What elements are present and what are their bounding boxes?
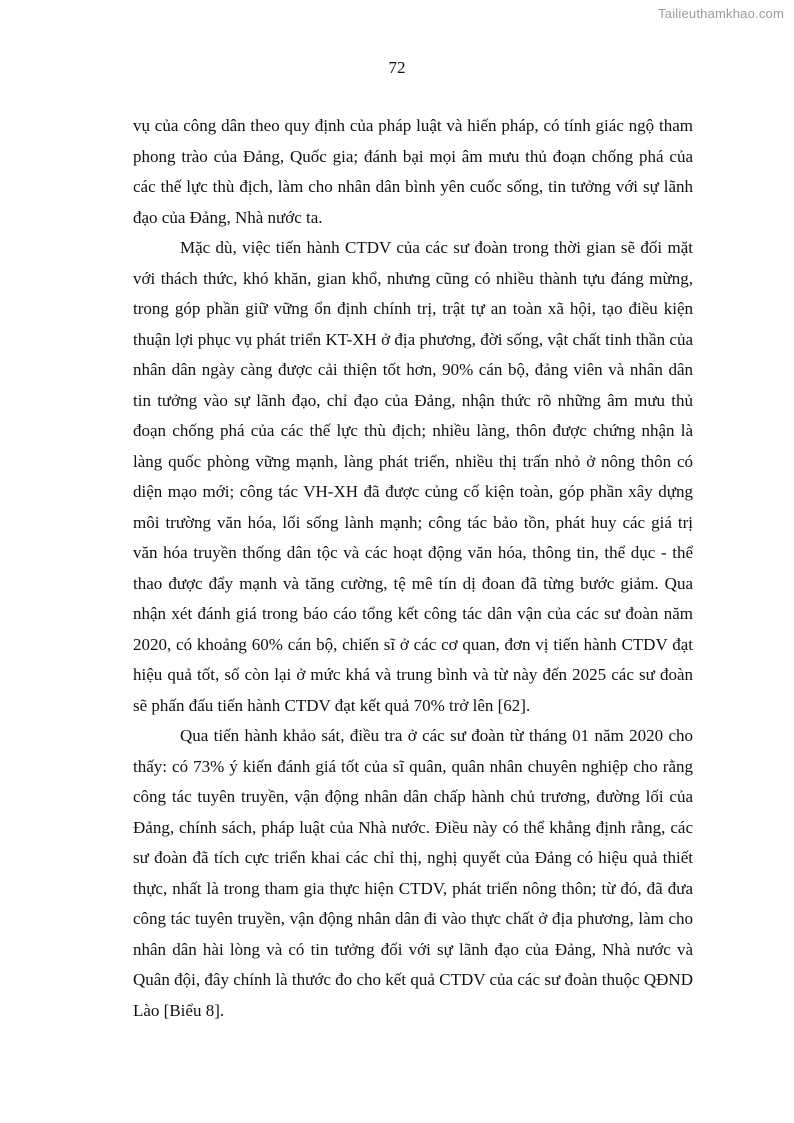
paragraph-survey: Qua tiến hành khảo sát, điều tra ở các sư đoàn từ tháng 01 năm 2020 cho thấy: có 73% ý kiến đánh giá tốt của sĩ quân, quân nhân chuyên nghiệp cho rằng công tác tuyên truyền, vận động nhân dân chấp hành chủ trương, đường lối của Đảng, chính sách, pháp luật của Nhà nước. Điều này có thể khẳng định rằng, các sư đoàn đã tích cực triển khai các chỉ thị, nghị quyết của Đảng có hiệu quả thiết thực, nhất là trong tham gia thực hiện CTDV, phát triển nông thôn; từ đó, đã đưa công tác tuyên truyền, vận động nhân dân đi vào thực chất ở địa phương, làm cho nhân dân hài lòng và có tin tưởng đối với sự lãnh đạo của Đảng, Nhà nước và Quân đội, đây chính là thước đo cho kết quả CTDV của các sư đoàn thuộc QĐND Lào [Biểu 8].: [133, 726, 693, 1020]
page-number: 72: [388, 58, 406, 77]
paragraph-continuation: vụ của công dân theo quy định của pháp luật và hiến pháp, có tính giác ngộ tham phong trào của Đảng, Quốc gia; đánh bại mọi âm mưu thủ đoạn chống phá của các thế lực thù địch, làm cho nhân dân bình yên cuốc sống, tin tưởng với sự lãnh đạo của Đảng, Nhà nước ta.: [133, 116, 693, 227]
watermark: Tailieuthamkhao.com: [658, 6, 784, 21]
paragraph-achievements: Mặc dù, việc tiến hành CTDV của các sư đoàn trong thời gian sẽ đối mặt với thách thức, khó khăn, gian khổ, nhưng cũng có nhiều thành tựu đáng mừng, trong góp phần giữ vững ổn định chính trị, trật tự an toàn xã hội, tạo điều kiện thuận lợi phục vụ phát triển KT-XH ở địa phương, đời sống, vật chất tinh thần của nhân dân ngày càng được cải thiện tốt hơn, 90% cán bộ, đảng viên và nhân dân tin tưởng vào sự lãnh đạo, chỉ đạo của Đảng, nhận thức rõ những âm mưu thủ đoạn chống phá của các thế lực thù địch; nhiều làng, thôn được chứng nhận là làng quốc phòng vững mạnh, làng phát triển, nhiều thị trấn nhỏ ở nông thôn có diện mạo mới; công tác VH-XH đã được củng cố kiện toàn, góp phần xây dựng môi trường văn hóa, lối sống lành mạnh; công tác bảo tồn, phát huy các giá trị văn hóa truyền thống dân tộc và các hoạt động văn hóa, thông tin, thể dục - thể thao được đẩy mạnh và tăng cường, tệ mê tín dị đoan đã từng bước giảm. Qua nhận xét đánh giá trong báo cáo tổng kết công tác dân vận của các sư đoàn năm 2020, có khoảng 60% cán bộ, chiến sĩ ở các cơ quan, đơn vị tiến hành CTDV đạt hiệu quả tốt, số còn lại ở mức khá và trung bình và từ này đến 2025 các sư đoàn sẽ phấn đấu tiến hành CTDV đạt kết quả 70% trở lên [62].: [133, 238, 693, 715]
document-body: [133, 111, 693, 1026]
